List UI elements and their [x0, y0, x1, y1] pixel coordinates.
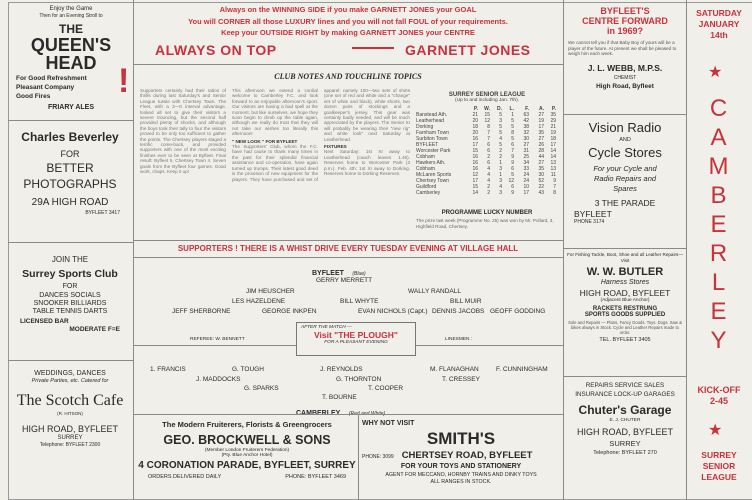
- league-cell: 4: [487, 166, 490, 172]
- competition-line: SURREY: [701, 450, 737, 460]
- player-name: J. MADDOCKS: [196, 376, 241, 383]
- league-cell: 1: [499, 172, 502, 178]
- league-cell: 9: [553, 178, 556, 184]
- league-cell: 5: [511, 118, 514, 124]
- league-cell: 33: [523, 166, 529, 172]
- league-cell: 5: [499, 142, 502, 148]
- league-cell: 21: [550, 124, 556, 130]
- ad-text: AGENT FOR MECCANO, HORNBY TRAINS AND DINKY TOYS: [385, 472, 537, 478]
- league-cell: 2: [499, 154, 502, 160]
- ad-text: 29A HIGH ROAD: [31, 197, 109, 208]
- article-text: Next Saturday: 1st XI away to Leatherhead (coach leaves 1.45). Reserves home to Worcester Park (3 p.m.). Feb. 4th: 1st XI away to Dorking. Reserves home to Dorking Reserves.: [324, 149, 410, 177]
- top-slogans: [136, 4, 560, 39]
- date-day: SATURDAY: [696, 8, 742, 18]
- centre-forward-ad: [568, 6, 682, 90]
- exclamation-icon: !: [118, 62, 130, 100]
- ad-address: HIGH ROAD, BYFLEET: [576, 427, 674, 437]
- charles-beverley-ad: [10, 130, 130, 216]
- ad-text: (Member London Fruiterers Federation): [204, 448, 290, 453]
- ad-text: FRIARY ALES: [47, 104, 95, 111]
- ad-heading: PHOTOGRAPHS: [23, 177, 117, 191]
- league-cell: 25: [523, 154, 529, 160]
- ad-text: CHEMIST: [613, 74, 637, 81]
- fixtures-heading: FIXTURES: [324, 144, 347, 150]
- player-name: G. TOUGH: [232, 366, 264, 373]
- league-cell: 14: [550, 148, 556, 154]
- league-cell: 6: [511, 166, 514, 172]
- league-cell: 17: [523, 190, 529, 196]
- vertical-letter: Y: [710, 327, 728, 354]
- league-cell: 35: [550, 112, 556, 118]
- league-cell: 3: [499, 166, 502, 172]
- ad-text: FOR: [60, 149, 80, 159]
- kick-off: [688, 385, 750, 407]
- divider: [358, 414, 359, 500]
- league-cell: 28: [538, 148, 544, 154]
- ad-heading: Surrey Sports Club: [22, 268, 118, 280]
- league-cell: 38: [523, 124, 529, 130]
- league-cell: 5: [511, 136, 514, 142]
- league-cell: 10: [523, 184, 529, 190]
- ad-text: For Good Refreshment: [16, 75, 87, 82]
- league-cell: 14: [550, 154, 556, 160]
- ad-text: E. J. CHUTER: [609, 418, 641, 423]
- vertical-letter: A: [710, 124, 728, 151]
- league-cell: 6: [511, 184, 514, 190]
- league-cell: 18: [472, 124, 478, 130]
- league-cell: 31: [523, 148, 529, 154]
- banner-dash: [352, 47, 394, 49]
- league-cell: A.: [539, 106, 544, 112]
- league-cell: 13: [550, 160, 556, 166]
- league-cell: 27: [523, 142, 529, 148]
- league-cell: 5: [499, 130, 502, 136]
- ad-text: RACKETS RESTRUNG: [592, 306, 658, 312]
- player-name: GERRY MERRETT: [316, 277, 373, 284]
- chuters-garage-ad: [566, 382, 684, 456]
- ad-text: SURREY: [57, 435, 83, 441]
- queens-head-ad: [16, 6, 126, 111]
- league-cell: 6: [487, 160, 490, 166]
- league-cell: 2: [487, 190, 490, 196]
- league-cell: 4: [487, 172, 490, 178]
- ad-text: Enjoy the Game: [49, 6, 93, 12]
- league-cell: 27: [538, 136, 544, 142]
- ad-text: For Fishing Tackle, Boot, Shoe and all Leather Repairs—Visit: [567, 252, 683, 263]
- league-cell: 16: [472, 166, 478, 172]
- ad-text: WEDDINGS, DANCES: [34, 370, 106, 377]
- league-cell: 4: [499, 136, 502, 142]
- ad-heading: Cycle Stores: [588, 145, 662, 160]
- player-name: T. CRESSEY: [442, 376, 480, 383]
- league-cell: 35: [538, 130, 544, 136]
- ad-phone: Telephone: BYFLEET 2300: [39, 442, 101, 448]
- league-club: Surbiton Town: [416, 136, 448, 142]
- ad-text: For your Cycle and: [593, 164, 657, 173]
- ad-text: Harness Stores: [600, 279, 650, 286]
- league-club: Leatherhead: [416, 118, 445, 124]
- ad-text: SPORTS GOODS SUPPLIED: [584, 312, 666, 318]
- player-name: JEFF SHERBORNE: [172, 308, 231, 315]
- banner-left: ALWAYS ON TOP: [155, 42, 277, 58]
- league-cell: 12: [472, 172, 478, 178]
- league-cell: 3: [499, 118, 502, 124]
- divider: [8, 120, 133, 121]
- ad-text: DANCES SOCIALS: [39, 292, 101, 299]
- ad-address: CHERTSEY ROAD, BYFLEET: [401, 450, 533, 461]
- league-row: [416, 190, 558, 196]
- player-name: J. REYNOLDS: [320, 366, 363, 373]
- league-cell: 30: [523, 136, 529, 142]
- league-cell: 17: [550, 142, 556, 148]
- ad-heading: Chuter's Garage: [578, 403, 672, 417]
- competition: [688, 450, 750, 483]
- league-cell: 27: [538, 160, 544, 166]
- competition-line: LEAGUE: [701, 472, 737, 482]
- article-body: [140, 88, 410, 182]
- ad-phone: Telephone: BYFLEET 270: [593, 450, 657, 456]
- divider: [563, 376, 686, 377]
- ad-address: High Road, Byfleet: [596, 82, 654, 90]
- league-cell: 63: [523, 112, 529, 118]
- league-club: Dorking: [416, 124, 434, 130]
- ad-text: (R. HITSON): [57, 411, 83, 416]
- ad-text: Radio Repairs and: [593, 174, 657, 183]
- player-name: JIM HEUSCHER: [246, 288, 295, 295]
- league-cell: 11: [550, 172, 556, 178]
- league-cell: 44: [538, 154, 544, 160]
- divider: [133, 240, 563, 241]
- league-cell: 17: [472, 142, 478, 148]
- vertical-letter: C: [709, 95, 729, 122]
- league-table: [416, 92, 558, 196]
- divider: [133, 345, 296, 346]
- league-cell: 17: [538, 124, 544, 130]
- league-cell: 8: [553, 190, 556, 196]
- league-cell: 9: [511, 160, 514, 166]
- ad-text: BETTER: [46, 161, 94, 175]
- ad-text: Then for an Evening Stroll to: [39, 13, 103, 19]
- player-name: EVAN NICHOLS (Capt.): [358, 308, 428, 315]
- vertical-letter: E: [710, 211, 728, 238]
- league-cell: L.: [509, 106, 514, 112]
- league-cell: 52: [538, 178, 544, 184]
- league-cell: 30: [538, 172, 544, 178]
- ad-heading: GEO. BROCKWELL & SONS: [163, 433, 331, 447]
- league-club: Cobham: [416, 154, 435, 160]
- league-cell: 19: [538, 118, 544, 124]
- ad-text: Spares: [613, 184, 637, 193]
- divider: [416, 345, 563, 346]
- ad-text: WHY NOT VISIT: [362, 420, 415, 427]
- kickoff-time: 2-45: [709, 396, 728, 406]
- league-cell: 20: [472, 118, 478, 124]
- team-colour: (Blue): [352, 271, 366, 277]
- ad-heading: HEAD: [45, 53, 97, 73]
- player-name: BILL WHYTE: [340, 298, 379, 305]
- ad-text: FOR: [62, 283, 78, 290]
- league-cell: 12: [508, 178, 514, 184]
- league-cell: 14: [472, 190, 478, 196]
- league-cell: 2: [499, 148, 502, 154]
- league-cell: 7: [487, 130, 490, 136]
- kickoff-label: KICK-OFF: [697, 385, 741, 395]
- league-club: Worcester Park: [416, 148, 451, 154]
- league-cell: 15: [484, 112, 490, 118]
- ad-heading: SMITH'S: [426, 429, 496, 448]
- league-cell: 2: [487, 154, 490, 160]
- brockwell-ad: [136, 420, 358, 480]
- ad-heading: W. W. BUTLER: [586, 266, 664, 278]
- league-club: McLaren Sports: [416, 172, 452, 178]
- lucky-number-title: PROGRAMME LUCKY NUMBER: [441, 210, 533, 216]
- league-cell: 20: [472, 130, 478, 136]
- league-cell: 5: [511, 172, 514, 178]
- banner-right: GARNETT JONES: [405, 42, 531, 58]
- ad-text: Private Parties, etc. Catered for: [31, 378, 109, 384]
- ad-text: Pleasant Company: [16, 84, 75, 91]
- league-cell: P.: [473, 106, 478, 112]
- league-cell: 24: [523, 172, 529, 178]
- league-cell: D.: [497, 106, 502, 112]
- lucky-number-text: The prize last week (Programme No. 25) was won by Mr. Pollard, 3, Highfield Road, Chertsey.: [416, 218, 554, 229]
- league-cell: 34: [523, 160, 529, 166]
- league-cell: 7: [487, 136, 490, 142]
- ad-text: AND: [619, 137, 631, 143]
- butler-ad: [566, 252, 684, 343]
- league-cell: 4: [499, 184, 502, 190]
- divider: [8, 360, 133, 361]
- league-club: Chertsey Town: [416, 178, 449, 184]
- new-look-heading: " NEW LOOK " FOR BYFLEET: [232, 138, 298, 144]
- slogan: You will CORNER all those LUXURY lines and you will not fall FOUL of your requirements.: [188, 16, 508, 26]
- ad-text: ALL RANGES IN STOCK.: [430, 479, 492, 485]
- ad-heading: in 1969?: [606, 26, 644, 36]
- divider: [133, 414, 563, 415]
- player-name: T. BOURNE: [322, 394, 357, 401]
- club-notes-title: CLUB NOTES AND TOUCHLINE TOPICS: [274, 72, 422, 81]
- player-name: GEOFF GODDING: [490, 308, 546, 315]
- league-cell: 4: [487, 178, 490, 184]
- vision-radio-ad: [566, 120, 684, 225]
- divider: [563, 248, 686, 249]
- ad-phone: BYFLEET 3417: [85, 210, 120, 216]
- league-cell: 8: [511, 130, 514, 136]
- linesmen: LINESMEN :: [445, 337, 473, 342]
- smiths-ad: [362, 420, 560, 485]
- referee: REFEREE: W. BENNETT: [190, 337, 245, 342]
- league-cell: 3: [499, 178, 502, 184]
- league-club: Camberley: [416, 190, 441, 196]
- ad-text: Good Fires: [16, 93, 51, 100]
- ad-heading: J. L. WEBB, M.P.S.: [587, 62, 663, 73]
- ad-heading: Visit "THE PLOUGH": [314, 330, 398, 340]
- player-name: G. SPARKS: [244, 385, 279, 392]
- league-cell: 12: [484, 118, 490, 124]
- ad-text: (Pty. Blue Anchor Hotel): [221, 453, 273, 458]
- player-name: M. FLANAGHAN: [430, 366, 479, 373]
- league-cell: 2: [487, 184, 490, 190]
- ad-heading: CENTRE FORWARD: [582, 16, 668, 26]
- ad-phone: TEL. BYFLEET 3405: [599, 337, 651, 343]
- player-name: G. THORNTON: [336, 376, 382, 383]
- whist-notice: SUPPORTERS ! THERE IS A WHIST DRIVE EVERY TUESDAY EVENING AT VILLAGE HALL: [177, 244, 519, 253]
- league-cell: 9: [511, 190, 514, 196]
- league-cell: 1: [499, 160, 502, 166]
- article-text: The Supporters' Club, whom the F.C. have had cause to thank many times in the past for their splendid financial assistance and co-operation, have again turned up trumps. Their latest good deed is the provision of new equipment for the players. They have purchased and set of apparel: namely 100—two sets of shirts (one set of red and white and a "change" set of white and black), white shorts, two dozen pairs of stockings and a goalkeeper's jersey. This gear was certainly badly needed, and will be much appreciated by the players. The Senior XI will probably be wearing their "new rig" and white look" next Saturday at Leatherhead.: [232, 88, 410, 182]
- player-name: F. CUNNINGHAM: [496, 366, 548, 373]
- league-subtitle: (Up to and including Jan. 7th).: [455, 98, 519, 103]
- ad-text: REPAIRS SERVICE SALES: [585, 382, 665, 389]
- divider: [563, 114, 686, 115]
- ad-address: 4 CORONATION PARADE, BYFLEET, SURREY: [138, 460, 356, 471]
- league-cell: P.: [551, 106, 556, 112]
- opponent-name-vertical: [688, 94, 750, 355]
- league-cell: 27: [538, 112, 544, 118]
- league-cell: 3: [499, 190, 502, 196]
- ad-text: SNOOKER BILLIARDS: [33, 300, 107, 307]
- team-name: BYFLEET: [312, 270, 344, 277]
- ad-phone: PHONE 3174: [574, 219, 605, 225]
- league-cell: 22: [538, 184, 544, 190]
- league-cell: 9: [511, 154, 514, 160]
- camberley-team-title: [296, 402, 385, 420]
- league-cell: 15: [472, 184, 478, 190]
- ad-heading: The Scotch Cafe: [16, 392, 124, 409]
- league-cell: 6: [487, 142, 490, 148]
- player-name: BILL MUIR: [450, 298, 482, 305]
- ad-text: MODERATE F=E: [69, 326, 120, 333]
- player-name: LES HAZELDENE: [232, 298, 286, 305]
- vertical-letter: E: [710, 298, 728, 325]
- league-cell: 7: [511, 148, 514, 154]
- divider: [8, 242, 133, 243]
- player-name: WALLY RANDALL: [408, 288, 461, 295]
- league-club: Cobham: [416, 166, 435, 172]
- league-cell: 5: [499, 124, 502, 130]
- ad-text: The Modern Fruiterers, Florists & Greengrocers: [162, 420, 332, 429]
- league-cell: 21: [472, 112, 478, 118]
- player-name: DENNIS JACOBS: [432, 308, 485, 315]
- ad-text: Sole and Repairs — Plans, Fancy Goods. Toys. Dogs. Saw & bikes always in Stock. Cycle and Leather Repairs made to order.: [568, 320, 682, 335]
- league-club: Hawkers Ath.: [416, 160, 446, 166]
- ad-phone: PHONE: BYFLEET 3469: [285, 474, 346, 480]
- league-cell: 5: [499, 112, 502, 118]
- league-cell: 8: [487, 124, 490, 130]
- league-cell: 5: [511, 124, 514, 130]
- ad-heading: THE: [59, 22, 83, 36]
- surrey-sports-club-ad: [10, 255, 130, 333]
- league-cell: 32: [523, 130, 529, 136]
- ad-text: LICENSED BAR: [20, 318, 69, 325]
- divider: [133, 257, 563, 258]
- league-cell: 6: [487, 148, 490, 154]
- league-cell: F.: [525, 106, 529, 112]
- league-cell: 16: [472, 136, 478, 142]
- ad-text: SURREY: [609, 439, 641, 448]
- player-name: T. COOPER: [368, 385, 404, 392]
- league-cell: 16: [472, 154, 478, 160]
- league-club: Banstead Ath.: [416, 112, 448, 118]
- ad-text: ORDERS DELIVERED DAILY: [148, 474, 222, 480]
- competition-line: SENIOR: [702, 461, 736, 471]
- league-cell: 15: [472, 148, 478, 154]
- league-club: BYFLEET: [416, 142, 439, 148]
- league-cell: 17: [472, 178, 478, 184]
- league-cell: 19: [550, 130, 556, 136]
- league-cell: 42: [523, 118, 529, 124]
- ad-text: FOR A PLEASANT EVENING: [324, 340, 388, 345]
- star-icon: ★: [708, 64, 723, 81]
- slogan: Keep your OUTSIDE RIGHT by making GARNETT JONES your CENTRE: [221, 28, 475, 37]
- date-month: JANUARY: [698, 19, 740, 29]
- ad-heading: Charles Beverley: [21, 130, 119, 144]
- league-title: SURREY SENIOR LEAGUE: [448, 92, 526, 98]
- plough-ad: [296, 322, 416, 356]
- league-club: Guildford: [416, 184, 437, 190]
- ad-text: AFTER THE MATCH —: [301, 325, 352, 330]
- article-text: Supporters certainly had their ration of thrills during last Saturday's and Senior League tussle with Chertsey Town. The Fleet, with a 3—0 interval advantage, looked all set to give their visitors a severe trouncing, but the second half provided plenty of shocks, and although the boys took their tally to four the visitors proved to be only too sufficient to gather the points. The Chertsey players staged a terrific come-back, and provided supporters with one of the most exciting finishes ever to be seen at Byfleet. Final result: Byfleet 5, Chertsey Town 4. Seven goals from the Byfleet four games. Good work, chaps. Keep it up!: [140, 88, 226, 175]
- star-icon: ★: [708, 422, 723, 439]
- ad-text: JOIN THE: [51, 255, 89, 264]
- ad-text: INSURANCE LOCK-UP GARAGES: [575, 391, 675, 398]
- ad-address: 3 THE PARADE: [594, 198, 656, 208]
- league-cell: 26: [538, 142, 544, 148]
- ad-text: We cannot tell you if that Baby Boy of yours will be a player of the future. At present we shall be pleased to weigh him each week.: [568, 40, 677, 56]
- strip-divider: [686, 0, 687, 500]
- club-notes-article: [140, 88, 410, 238]
- league-club: Farnham Town: [416, 130, 449, 136]
- league-cell: 7: [553, 184, 556, 190]
- right-divider: [563, 0, 564, 500]
- league-rows: [416, 106, 558, 196]
- ad-phone: PHONE: 3099: [362, 454, 394, 460]
- ad-heading: QUEEN'S: [30, 35, 112, 55]
- match-date: [688, 8, 750, 41]
- ad-address: HIGH ROAD, BYFLEET: [579, 288, 671, 298]
- league-cell: 13: [550, 166, 556, 172]
- league-cell: 1: [511, 112, 514, 118]
- divider: [133, 64, 563, 65]
- player-name: GEORGE INKPEN: [262, 308, 317, 315]
- ad-text: (Adjacent Blue Anchor): [600, 298, 650, 303]
- vertical-letter: R: [709, 240, 729, 267]
- league-cell: 6: [511, 142, 514, 148]
- league-cell: 43: [538, 190, 544, 196]
- vertical-letter: M: [708, 153, 730, 180]
- ad-text: TABLE TENNIS DARTS: [32, 308, 108, 315]
- league-cell: 16: [472, 160, 478, 166]
- ad-heading: Vision Radio: [588, 120, 662, 135]
- article-text: This afternoon we extend a cordial welcome to Camberley F.C. and look forward to an enjoyable afternoon's sport. Our visitors are having a bad spell at the moment, but like ourselves, we hope they soon begin to climb up the table again, although we really do trust that they will not take our wishes too literally this afternoon!: [232, 88, 318, 137]
- ad-text: HIGH ROAD, BYFLEET: [21, 424, 119, 434]
- ad-heading: BYFLEET'S: [600, 6, 650, 16]
- date-number: 14th: [710, 30, 728, 40]
- league-cell: 35: [538, 166, 544, 172]
- player-name: 1. FRANCIS: [150, 366, 186, 373]
- ad-address: BYFLEET: [574, 209, 612, 219]
- scotch-cafe-ad: [10, 370, 130, 448]
- league-cell: W.: [484, 106, 490, 112]
- vertical-letter: L: [711, 269, 727, 296]
- ad-text: FOR YOUR TOYS AND STATIONERY: [400, 463, 522, 470]
- vertical-letter: B: [710, 182, 728, 209]
- league-cell: 29: [550, 118, 556, 124]
- league-cell: 24: [523, 178, 529, 184]
- slogan: Always on the WINNING SIDE if you make GARNETT JONES your GOAL: [219, 5, 477, 14]
- league-cell: 18: [550, 136, 556, 142]
